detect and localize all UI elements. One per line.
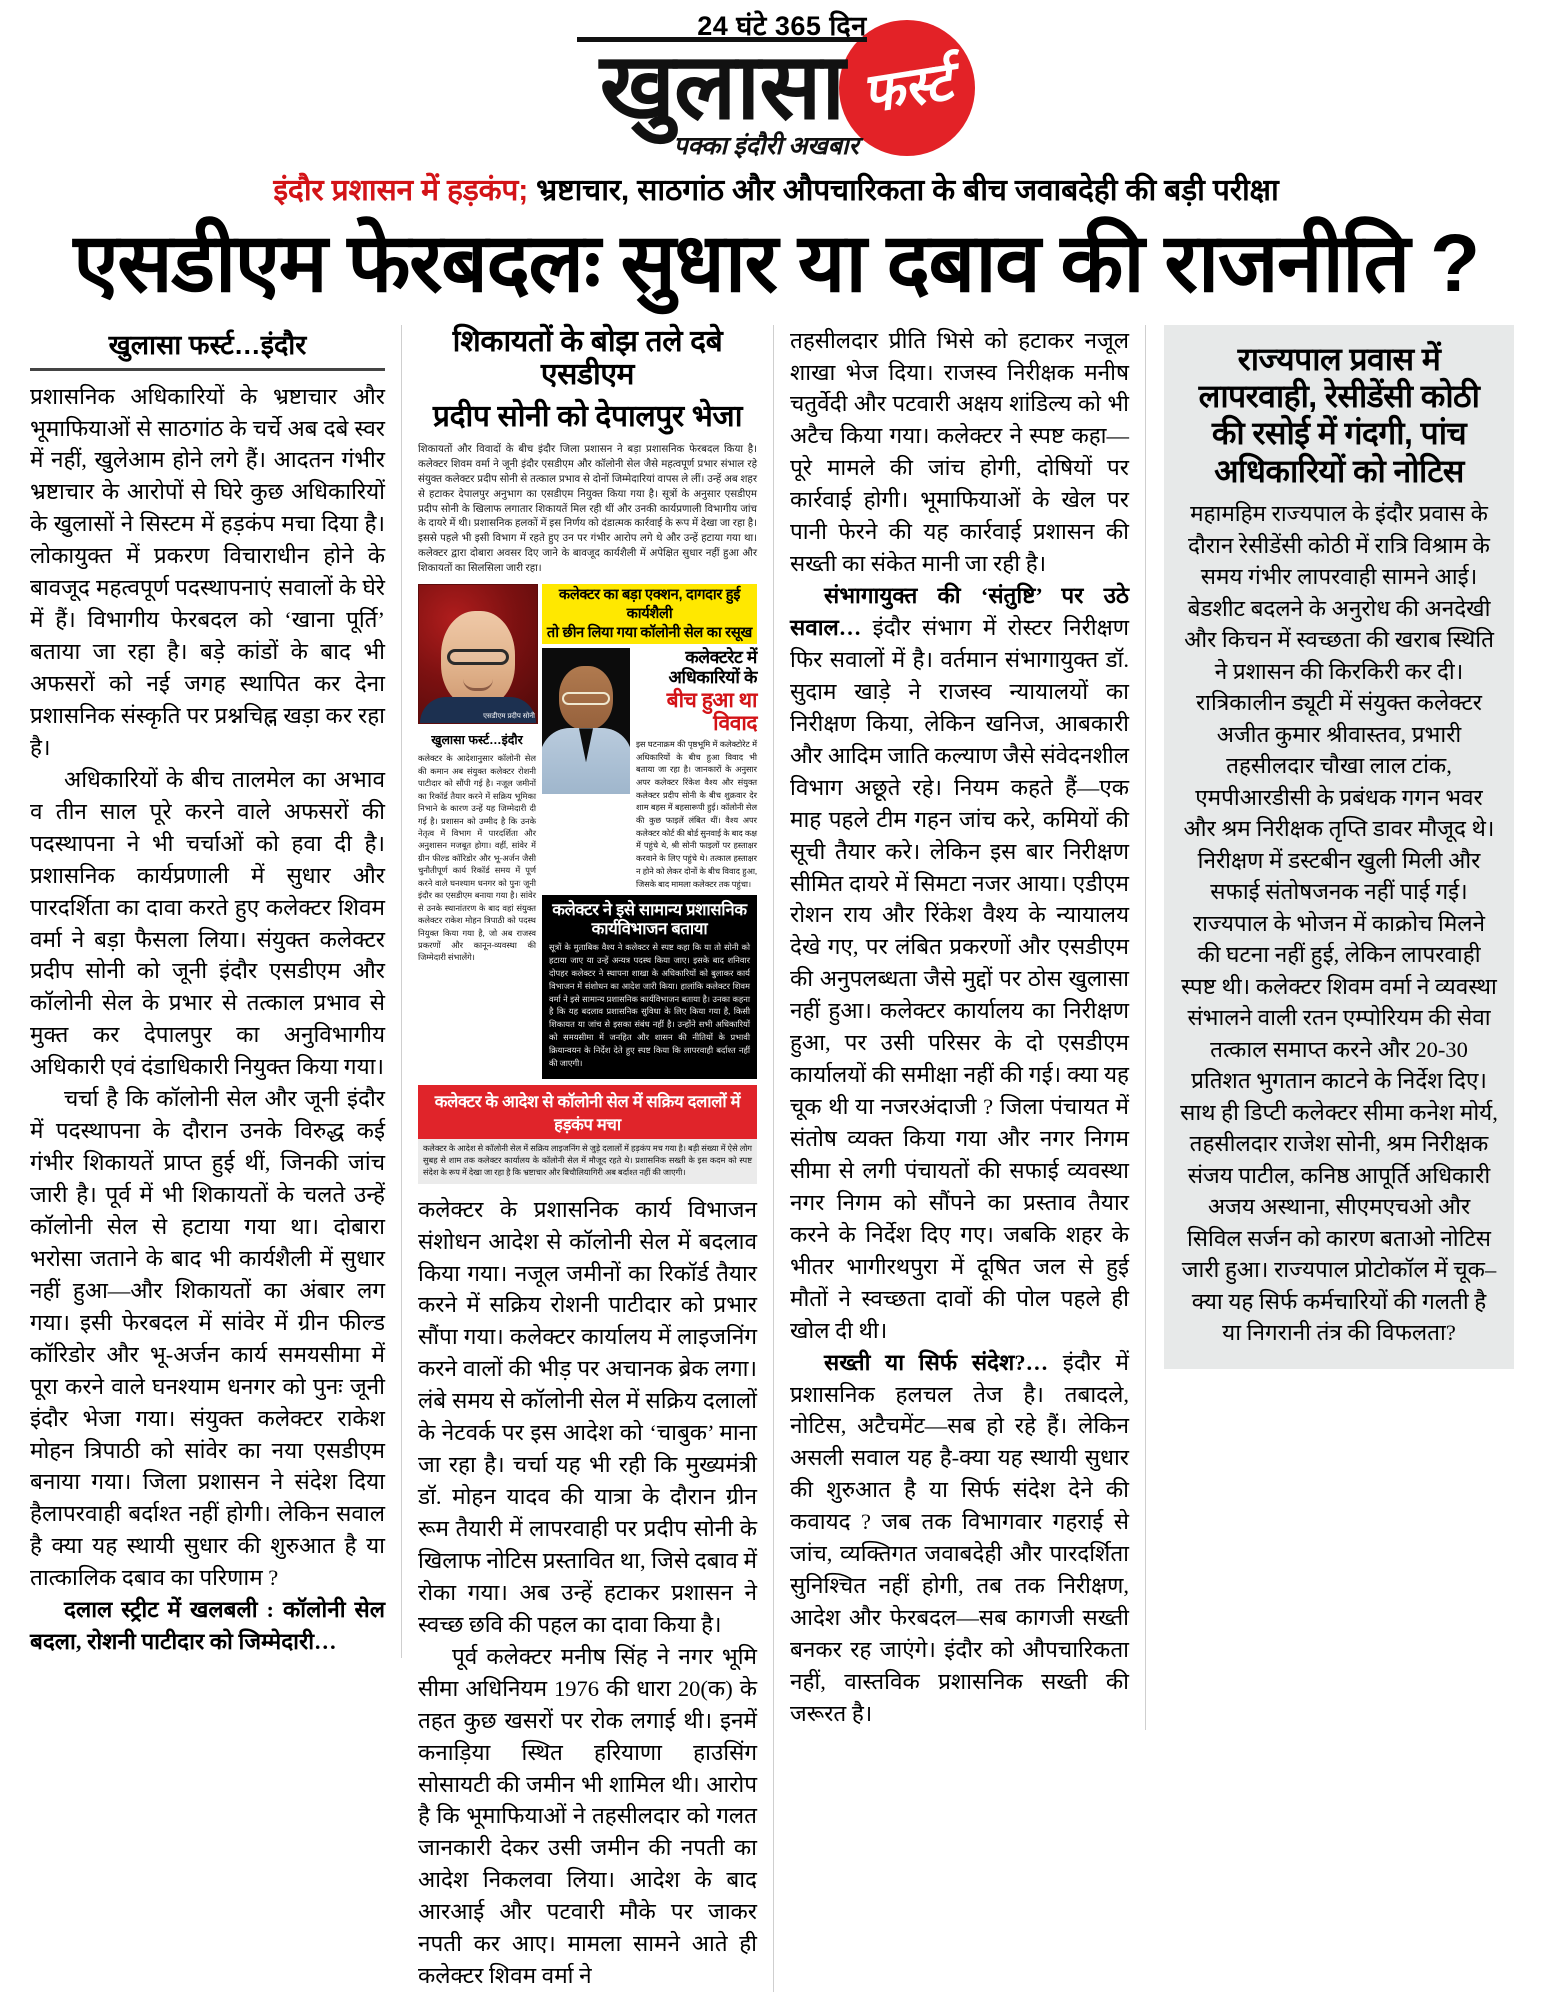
collector-shirt <box>542 728 630 794</box>
infographic-top <box>418 584 757 1078</box>
officer-portrait-photo <box>418 584 538 724</box>
column1-byline: खुलासा फर्स्ट…इंदौर <box>108 329 307 360</box>
section2-lead: संभागायुक्त की ‘संतुष्टि’ पर उठे सवाल… <box>790 583 1129 641</box>
column2-headline-line2: प्रदीप सोनी को देपालपुर भेजा <box>432 399 743 433</box>
caption-black-line: कलेक्टरेट में अधिकारियों के <box>668 647 757 688</box>
masthead-tagline: पक्का इंदौरी अखबार <box>673 132 859 160</box>
infographic-right <box>542 584 757 1078</box>
column-3 <box>774 325 1146 1730</box>
yellow-line-1: कलेक्टर का बड़ा एक्शन, दागदार हुई कार्यशैली <box>558 587 741 623</box>
paragraph: चर्चा है कि कॉलोनी सेल और जूनी इंदौर में पदस्थापना के दौरान उनके विरुद्ध कई गंभीर शिकायतें प्राप्त हुई थीं, जिनकी जांच जारी है। पूर्व में भी शिकायतों के चलते उन्हें कॉलोनी सेल से हटाया गया था। दोबारा भरोसा जताने के बाद भी कार्यशैली में सुधार नहीं हुआ—और शिकायतों का अंबार लग गया। इसी फेरबदल में सांवेर में ग्रीन फील्ड कॉरिडोर और भू-अर्जन कार्य समयसीमा में पूरा करने वाले घनश्याम धनगर को पुनः जूनी इंदौर भेजा गया। संयुक्त कलेक्टर राकेश मोहन त्रिपाठी को सांवेर का नया एसडीएम बनाया गया। जिला प्रशासन ने संदेश दिया हैलापरवाही बर्दाश्त नहीं होगी। लेकिन सवाल है क्या यह स्थायी सुधार की शुरुआत है या तात्कालिक दबाव का परिणाम ? <box>30 1086 385 1591</box>
caption-body-text: इस घटनाक्रम की पृष्ठभूमि में कलेक्टोरेट में अधिकारियों के बीच हुआ विवाद भी बताया जा रहा है। जानकारों के अनुसार अपर कलेक्टर रिंकेश वैश्य और संयुक्त कलेक्टर प्रदीप सोनी के बीच शुक्रवार देर शाम बहस में बहसारूपी हुई। कॉलोनी सेल की कुछ फाइलें लंबित थीं। वैश्य अपर कलेक्टर कोर्ट की बोर्ड सुनवाई के बाद कक्ष में पहुंचे थे, श्री सोनी फाइलों पर हस्ताक्षर करवाने के लिए पहुंचे थे। तत्काल हस्ताक्षर न होने को लेकर दोनों के बीच विवाद हुआ, जिसके बाद मामला कलेक्टर तक पहुंचा। <box>636 739 757 889</box>
section3-body: इंदौर में प्रशासनिक हलचल तेज है। तबादले, नोटिस, अटैचमेंट—सब हो रहे हैं। लेकिन असली सवाल यह है-क्या यह स्थायी सुधार की शुरुआत है या सिर्फ संदेश देने की कवायद ? जब तक विभागवार गहराई से जांच, व्यक्तिगत जवाबदेही और पारदर्शिता सुनिश्चित नहीं होगी, तब तक निरीक्षण, आदेश और फेरबदल—सब कागजी सख्ती बनकर रह जाएंगे। इंदौर को औपचारिकता नहीं, वास्तविक प्रशासनिक सख्ती की जरूरत है। <box>790 1349 1129 1726</box>
yellow-highlight-block <box>542 584 757 644</box>
black-box-heading: कलेक्टर ने इसे सामान्य प्रशासनिक कार्यविभाजन बताया <box>552 901 747 938</box>
photo-micro-text: कलेक्टर के आदेशानुसार कॉलोनी सेल की कमान अब संयुक्त कलेक्टर रोशनी पाटीदार को सौंपी गई है। नजूल जमीनों का रिकॉर्ड तैयार करने में सक्रिय भूमिका निभाने के कारण उन्हें यह जिम्मेदारी दी गई है। प्रशासन को उम्मीद है कि उनके नेतृत्व में विभाग में पारदर्शिता और अनुशासन मजबूत होगा। वहीं, सांवेर में ग्रीन फील्ड कॉरिडोर और भू-अर्जन जैसी चुनौतीपूर्ण कार्य रिकॉर्ड समय में पूर्ण करने वाले घनश्याम धनगर को पुनः जूनी इंदौर का एसडीएम बनाया गया है। सांवेर से उनके स्थानांतरण के बाद वहां संयुक्त कलेक्टर राकेश मोहन त्रिपाठी को पदस्थ नियुक्त किया गया है, जो अब राजस्व प्रकरणों और कानून-व्यवस्था की जिम्मेदारी संभालेंगे। <box>418 754 536 963</box>
sidebar-headline: राज्यपाल प्रवास में लापरवाही, रेसीडेंसी कोठी की रसोई में गंदगी, पांच अधिकारियों को नोटिस <box>1198 340 1480 489</box>
black-callout-box <box>542 895 757 1079</box>
column1-body <box>30 381 385 1659</box>
masthead-title: खुलासा <box>577 37 866 131</box>
story-kicker-black: भ्रष्टाचार, साठगांठ और औपचारिकता के बीच जवाबदेही की बड़ी परीक्षा <box>528 174 1279 207</box>
masthead-kicker: 24 घंटे 365 दिन <box>697 11 867 42</box>
column2-body <box>418 1194 757 1992</box>
paragraph-section2 <box>790 580 1129 1347</box>
yellow-line-2: तो छीन लिया गया कॉलोनी सेल का रसूख <box>546 624 753 641</box>
secondary-caption <box>636 648 757 891</box>
paragraph: प्रशासनिक अधिकारियों के भ्रष्टाचार और भूमाफियाओं से साठगांठ के चर्चे अब दबे स्वर में नहीं, खुलेआम होने लगे हैं। आदतन गंभीर भ्रष्टाचार के आरोपों से घिरे कुछ अधिकारियों के खुलासों ने सिस्टम में हड़कंप मचा दिया है। लोकायुक्त में प्रकरण विचाराधीन होने के बावजूद महत्वपूर्ण पदस्थापनाएं सवालों के घेरे में हैं। विभागीय फेरबदल को ‘खाना पूर्ति’ बताया जा रहा है। बड़े कांडों के बाद भी अफसरों को नई जगह स्थापित कर देना प्रशासनिक संस्कृति पर प्रश्नचिह्न खड़ा कर रहा है। <box>30 383 385 760</box>
column3-body <box>790 325 1129 1730</box>
collector-photo <box>542 648 630 794</box>
section2-body: इंदौर संभाग में रोस्टर निरीक्षण फिर सवालों में है। वर्तमान संभागायुक्त डॉ. सुदाम खाड़े ने राजस्व न्यायालयों का निरीक्षण किया, लेकिन खनिज, आबकारी और आदिम जाति कल्याण जैसे संवेदनशील विभाग अछूते रहे। नियम कहते हैं—एक माह पहले टीम गहन जांच करे, कमियों की सूची तैयार करे। लेकिन इस बार निरीक्षण सीमित दायरे में सिमटा नजर आया। एडीएम रोशन राय और रिंकेश वैश्य के न्यायालय देखे गए, पर लंबित प्रकरणों और एसडीएम की अनुपलब्धता जैसे मुद्दों पर ठोस खुलासा नहीं हुआ। कलेक्टर कार्यालय का निरीक्षण हुआ, पर उसी परिसर के दो एसडीएम कार्यालयों की समीक्षा नहीं की गई। क्या यह चूक थी या नजरअंदाजी ? जिला पंचायत में संतोष व्यक्त किया गया और नगर निगम सीमा से लगी पंचायतों की सफाई व्यवस्था नगर निगम को सौंपने का प्रस्ताव तैयार करने के निर्देश दिए गए। जबकि शहर के भीतर भागीरथपुरा में दूषित जल से हुई मौतों ने स्वच्छता दावों की पोल पहले ही खोल दी थी। <box>790 615 1129 1343</box>
section3-lead: सख्ती या सिर्फ संदेश?… <box>824 1349 1049 1375</box>
main-headline: एसडीएम फेरबदलः सुधार या दबाव की राजनीति ? <box>73 217 1479 309</box>
sidebar-body: महामहिम राज्यपाल के इंदौर प्रवास के दौरान रेसीडेंसी कोठी में रात्रि विश्राम के समय गंभीर लापरवाही सामने आई। बेडशीट बदलने के अनुरोध की अनदेखी और किचन में स्वच्छता की खराब स्थिति ने प्रशासन की किरकिरी कर दी। रात्रिकालीन ड्यूटी में संयुक्त कलेक्टर अजीत कुमार श्रीवास्तव, प्रभारी तहसीलदार चौखा लाल टांक, एमपीआरडीसी के प्रबंधक गगन भवर और श्रम निरीक्षक तृप्ति डावर मौजूद थे। निरीक्षण में डस्टबीन खुली मिली और सफाई संतोषजनक नहीं पाई गई। राज्यपाल के भोजन में काक्रोच मिलने की घटना नहीं हुई, लेकिन लापरवाही स्पष्ट थी। कलेक्टर शिवम वर्मा ने व्यवस्था संभालने वाली रतन एम्पोरियम की सेवा तत्काल समाप्त करने और 20-30 प्रतिशत भुगतान काटने के निर्देश दिए। साथ ही डिप्टी कलेक्टर सीमा कनेश मोर्य, तहसीलदार राजेश सोनी, श्रम निरीक्षक संजय पाटील, कनिष्ठ आपूर्ति अधिकारी अजय अस्थाना, सीएमएचओ और सिविल सर्जन को कारण बताओ नोटिस जारी हुआ। राज्यपाल प्रोटोकॉल में चूक–क्या यह सिर्फ कर्मचारियों की गलती है या निगरानी तंत्र की विफलता? <box>1180 501 1498 1346</box>
black-box-text: सूत्रों के मुताबिक वैश्य ने कलेक्टर से स्पष्ट कहा कि या तो सोनी को हटाया जाए या उन्हें अन्यत्र पदस्थ किया जाए। इसके बाद शनिवार दोपहर कलेक्टर ने स्थापना शाखा के अधिकारियों को बुलाकर कार्य विभाजन में संशोधन का आदेश जारी किया। हालांकि कलेक्टर शिवम वर्मा ने इसे सामान्य प्रशासनिक कार्यविभाजन बताया है। उनका कहना है कि यह बदलाव प्रशासनिक सुविधा के लिए किया गया है, किसी शिकायत या जांच से इसका संबंध नहीं है। उन्होंने सभी अधिकारियों को समयसीमा में जनहित और शासन की नीतियों के प्रभावी क्रियान्वयन के निर्देश देते हुए स्पष्ट किया कि लापरवाही बर्दाश्त नहीं की जाएगी। <box>549 943 750 1068</box>
masthead-badge-label: फर्स्ट <box>857 51 956 125</box>
paragraph: पूर्व कलेक्टर मनीष सिंह ने नगर भूमि सीमा अधिनियम 1976 की धारा 20(क) के तहत कुछ खसरों पर रोक लगाई थी। इनमें कनाड़िया स्थित हरियाणा हाउसिंग सोसायटी की जमीन भी शामिल थी। आरोप है कि भूमाफियाओं ने तहसीलदार को गलत जानकारी देकर उसी जमीन की नपती का आदेश निकलवा लिया। आदेश के बाद आरआई और पटवारी मौके पर जाकर नपती कर आए। मामला सामने आते ही कलेक्टर शिवम वर्मा ने <box>418 1643 757 1989</box>
sidebar-box <box>1164 325 1514 1369</box>
grey-strip-text: कलेक्टर के आदेश से कॉलोनी सेल में सक्रिय लाइजनिंग से जुड़े दलालों में हड़कंप मच गया है। बड़ी संख्या में ऐसे लोग सुबह से शाम तक कलेक्टर कार्यालय के कॉलोनी सेल में मौजूद रहते थे। प्रशासनिक सख्ती के इस कदम को स्पष्ट संदेश के रूप में देखा जा रहा है कि भ्रष्टाचार और बिचौलियागिरी अब बर्दाश्त नहीं की जाएगी। <box>418 1139 757 1184</box>
photo-byline: खुलासा फर्स्ट…इंदौर <box>431 733 523 748</box>
column1-tail-bold: दलाल स्ट्रीट में खलबली : कॉलोनी सेल बदला, रोशनी पाटीदार को जिम्मेदारी… <box>30 1597 385 1655</box>
secondary-photo-wrap <box>542 648 757 891</box>
column2-intro: शिकायतों और विवादों के बीच इंदौर जिला प्रशासन ने बड़ा प्रशासनिक फेरबदल किया है। कलेक्टर शिवम वर्मा ने जूनी इंदौर एसडीएम और कॉलोनी सेल जैसे महत्वपूर्ण प्रभार संभाल रहे संयुक्त कलेक्टर प्रदीप सोनी से तत्काल प्रभाव से दोनों जिम्मेदारियां वापस ले लीं। उन्हें अब शहर से हटाकर देपालपुर अनुभाग का एसडीएम नियुक्त किया गया है। सूत्रों के अनुसार एसडीएम प्रदीप सोनी के खिलाफ लगातार शिकायतें मिल रही थीं और उनकी कार्यप्रणाली विभागीय जांच के दायरे में थी। प्रशासनिक हलकों में इस निर्णय को दंडात्मक कार्रवाई के रूप में देखा जा रहा है। इससे पहले भी इसी विभाग में रहते हुए उन पर गंभीर आरोप लगे थे और उन्हें हटाया गया था। कलेक्टर द्वारा दोबारा अवसर दिए जाने के बावजूद कार्यशैली में अपेक्षित सुधार नहीं हुआ और शिकायतों का सिलसिला जारी रहा। <box>418 444 757 574</box>
masthead <box>30 0 1522 168</box>
byline-rule <box>30 368 385 371</box>
photo-caption: एसडीएम प्रदीप सोनी <box>483 713 535 721</box>
column2-headline-line1: शिकायतों के बोझ तले दबे एसडीएम <box>452 324 723 392</box>
story-kicker-red: इंदौर प्रशासन में हड़कंप; <box>273 174 529 207</box>
photo-column <box>418 584 536 964</box>
paragraph: कलेक्टर के प्रशासनिक कार्य विभाजन संशोधन आदेश से कॉलोनी सेल में बदलाव किया गया। नजूल जमीनों का रिकॉर्ड तैयार करने में सक्रिय रोशनी पाटीदार को प्रभार सौंपा गया। कलेक्टर कार्यालय में लाइजनिंग करने वालों की भीड़ पर अचानक ब्रेक लगा। लंबे समय से कॉलोनी सेल में सक्रिय दलालों के नेटवर्क पर इस आदेश को ‘चाबुक’ माना जा रहा है। चर्चा यह भी रही कि मुख्यमंत्री डॉ. मोहन यादव की यात्रा के दौरान ग्रीन रूम तैयारी में लापरवाही पर प्रदीप सोनी के खिलाफ नोटिस प्रस्तावित था, जिसे दबाव में रोका गया। अब उन्हें हटाकर प्रशासन ने स्वच्छ छवि की पहल का दावा किया है। <box>418 1196 757 1637</box>
red-banner: कलेक्टर के आदेश से कॉलोनी सेल में सक्रिय दलालों में हड़कंप मचा <box>418 1085 757 1139</box>
infographic <box>418 584 757 1183</box>
column-2 <box>402 325 774 1992</box>
masthead-logo <box>577 6 974 161</box>
paragraph: अधिकारियों के बीच तालमेल का अभाव व तीन साल पूरे करने वाले अफसरों की पदस्थापना ने भी चर्चाओं को हवा दी है। प्रशासनिक कार्यप्रणाली में सुधार और पारदर्शिता का दावा करते हुए कलेक्टर शिवम वर्मा ने बड़ा फैसला लिया। संयुक्त कलेक्टर प्रदीप सोनी को जूनी इंदौर एसडीएम और कॉलोनी सेल के प्रभार से तत्काल प्रभाव से मुक्त कर देपालपुर का अनुविभागीय अधिकारी एवं दंडाधिकारी नियुक्त किया गया। <box>30 766 385 1080</box>
portrait-face <box>441 611 515 707</box>
masthead-title-block <box>577 6 866 161</box>
paragraph: तहसीलदार प्रीति भिसे को हटाकर नजूल शाखा भेज दिया। राजस्व निरीक्षक मनीष चतुर्वेदी और पटवारी अक्षय शांडिल्य को भी अटैच किया गया। कलेक्टर ने स्पष्ट कहा—पूरे मामले की जांच होगी, दोषियों पर कार्रवाई होगी। भूमाफियाओं के खेल पर पानी फेरने की यह कार्रवाई प्रशासन की सख्ती का संकेत मानी जा रही है। <box>790 327 1129 577</box>
story-kicker <box>30 174 1522 209</box>
column-4 <box>1146 325 1514 1369</box>
caption-red-line: बीच हुआ था विवाद <box>666 688 757 735</box>
collector-face <box>559 666 613 730</box>
article-columns <box>30 324 1522 1989</box>
paragraph-section3 <box>790 1347 1129 1730</box>
column-1 <box>30 325 402 1659</box>
